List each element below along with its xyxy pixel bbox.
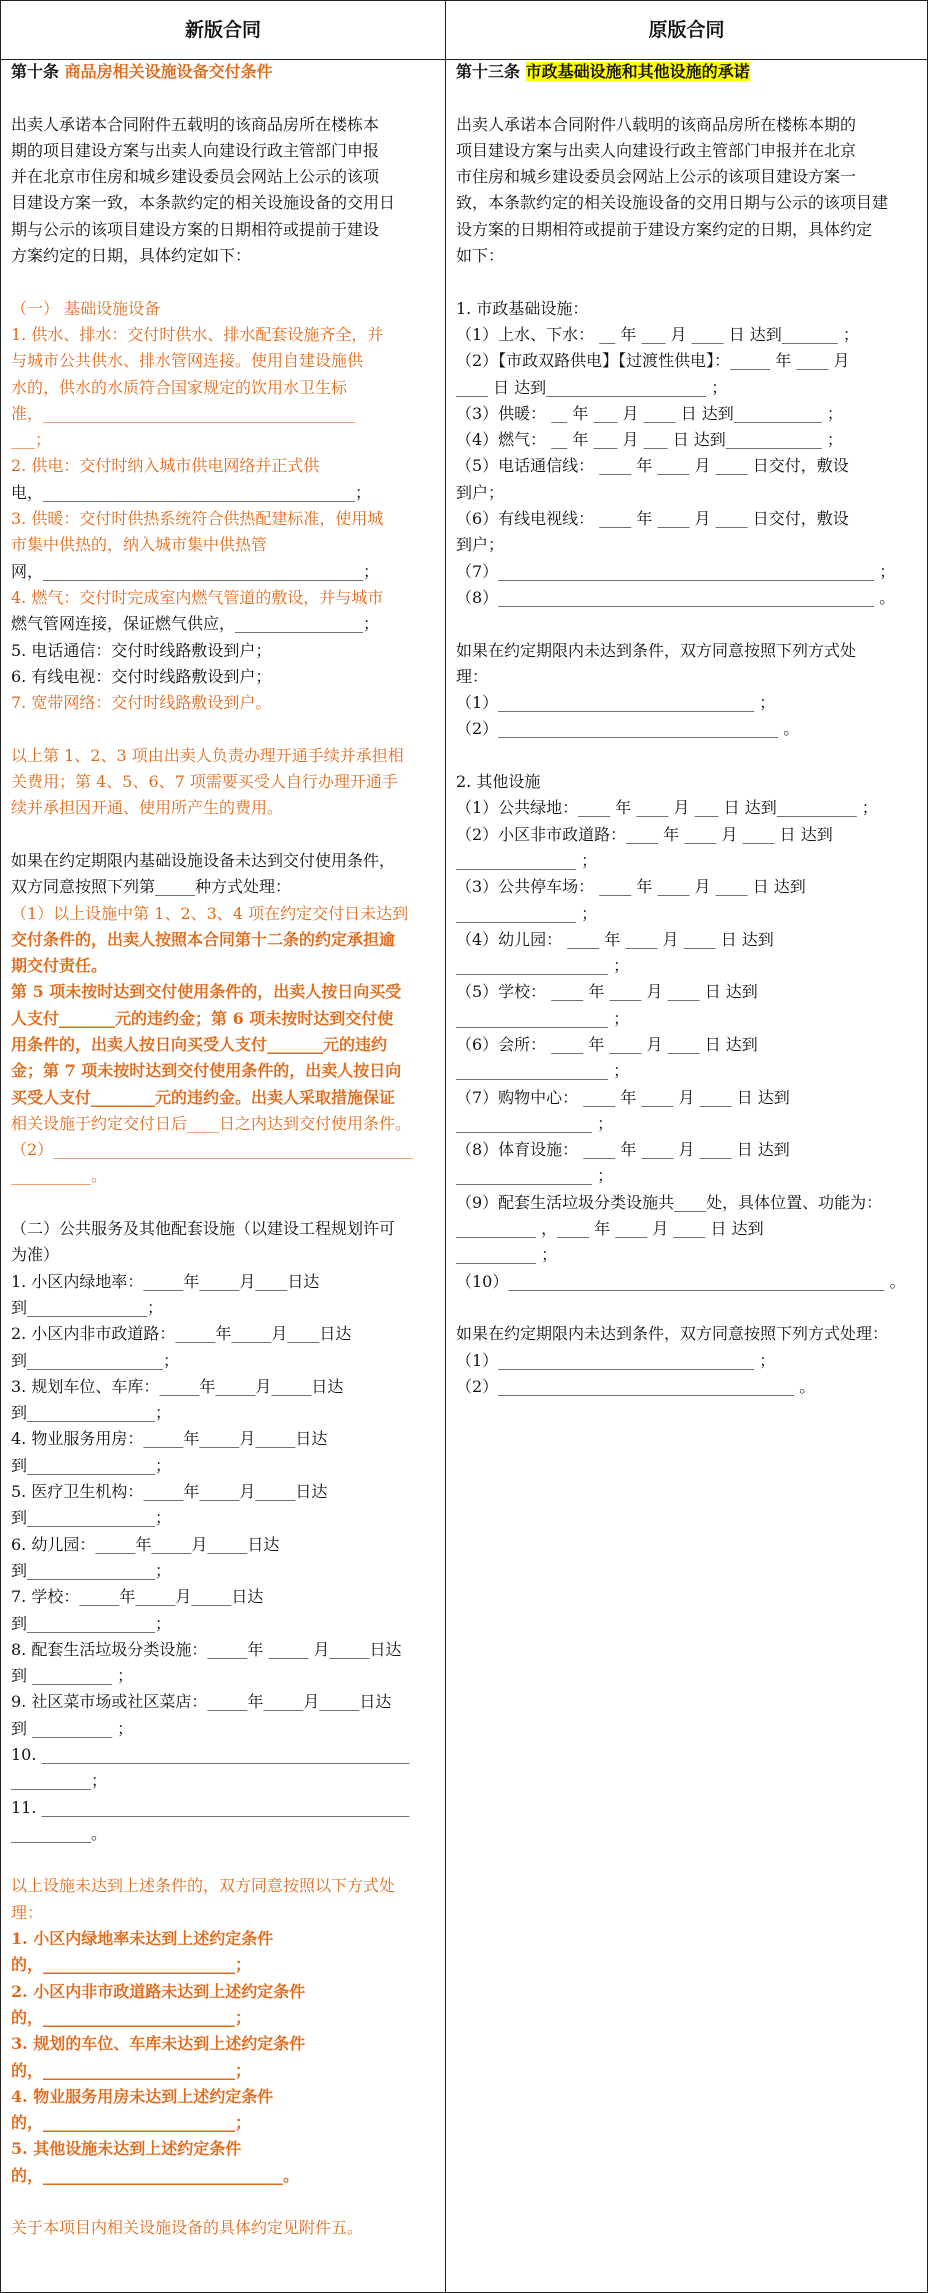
text-line [11, 375, 437, 401]
line-text: 燃气管网连接，保证燃气供应，________________； [11, 614, 380, 634]
text-line [456, 296, 918, 322]
text-line [456, 348, 918, 374]
line-text: 4. 物业服务用房未达到上述约定条件 [11, 2086, 274, 2106]
text-line [11, 1479, 437, 1505]
line-text: 到________________； [11, 1560, 172, 1580]
line-text: （1）上水、下水： __ 年 ___ 月 ____ 日 达到_______ ； [456, 324, 859, 344]
original-contract-column [456, 59, 918, 1400]
header-new-contract: 新版合同 [184, 19, 261, 41]
line-text: 如下： [456, 246, 505, 266]
line-text: 3. 规划的车位、车库未达到上述约定条件 [11, 2034, 306, 2054]
header-original-contract: 原版合同 [648, 19, 725, 41]
text-line [11, 1952, 437, 1978]
line-text: 10. ______________________________________________ [11, 1745, 410, 1764]
line-text: 2. 小区内非市政道路：_____年_____月____日达 [11, 1324, 352, 1344]
text-line [456, 243, 918, 269]
line-text: 出卖人承诺本合同附件八载明的该商品房所在楼栋本期的 [456, 114, 857, 134]
text-line [11, 1584, 437, 1610]
line-text: 方案约定的日期，具体约定如下： [11, 246, 252, 266]
text-line [11, 243, 437, 269]
line-text: 交付条件的，出卖人按照本合同第十二条的约定承担逾 [11, 929, 396, 949]
text-line [456, 874, 918, 900]
text-line [456, 848, 918, 874]
text-line [11, 112, 437, 138]
line-text: __________。 [11, 1823, 108, 1843]
line-text: 3. 供暖：交付时供热系统符合供热配建标准，使用城 [11, 509, 384, 529]
line-text: （3）供暖： __ 年 ___ 月 ____ 日 达到___________ ； [456, 403, 843, 423]
line-text: 网，________________________________________； [11, 561, 380, 581]
line-text: 6. 有线电视：交付时线路敷设到户； [11, 666, 272, 686]
text-line [11, 1795, 437, 1821]
text-line [11, 2084, 437, 2110]
text-line [11, 638, 437, 664]
text-line [11, 1768, 437, 1794]
line-text: 7. 学校：_____年_____月_____日达 [11, 1587, 264, 1607]
new-contract-column [11, 59, 437, 2242]
line-text: 期的项目建设方案与出卖人向建设行政主管部门申报 [11, 140, 380, 160]
text-line [11, 164, 437, 190]
line-text: （6）会所： ____ 年 ____ 月 ____ 日 达到 [456, 1034, 758, 1054]
line-text: 如果在约定期限内未达到条件，双方同意按照下列方式处 [456, 640, 857, 660]
text-line [11, 1453, 437, 1479]
line-text: 1. 小区内绿地率：_____年_____月____日达 [11, 1271, 320, 1291]
line-text: 设方案的日期相符或提前于建设方案约定的日期，具体约定 [456, 219, 873, 239]
text-line [11, 1321, 437, 1347]
text-line [456, 427, 918, 453]
text-line [11, 743, 437, 769]
line-text: 人支付_______元的违约金；第 6 项未按时达到交付使 [11, 1008, 394, 1028]
text-line [456, 927, 918, 953]
text-line [11, 1847, 437, 1873]
text-line [456, 1032, 918, 1058]
text-line [11, 138, 437, 164]
line-text: （8）_______________________________________________ 。 [456, 587, 896, 607]
text-line [456, 1242, 918, 1268]
text-line [11, 1979, 437, 2005]
line-text: （1）________________________________ ； [456, 1350, 776, 1370]
text-line [456, 743, 918, 769]
line-text: 电，_______________________________________； [11, 482, 372, 502]
line-text: 期与公示的该项目建设方案的日期相符或提前于建设 [11, 219, 380, 239]
text-line [456, 59, 918, 85]
line-text: （2）___________________________________ 。 [456, 719, 800, 739]
text-line [11, 322, 437, 348]
text-line [11, 664, 437, 690]
text-line [11, 1242, 437, 1268]
line-text: 9. 社区菜市场或社区菜店：_____年_____月_____日达 [11, 1692, 392, 1712]
line-text: 理： [11, 1902, 44, 1922]
text-line [11, 716, 437, 742]
line-text: （二）公共服务及其他配套设施（以建设工程规划许可 [11, 1219, 396, 1239]
text-line [11, 769, 437, 795]
line-text: 续并承担因开通、使用所产生的费用。 [11, 798, 284, 818]
text-line [456, 1058, 918, 1084]
line-text: 金；第 7 项未按时达到交付使用条件的，出卖人按日向 [11, 1061, 402, 1081]
text-line [456, 822, 918, 848]
line-text: ___________________ ； [456, 1061, 630, 1081]
line-text: （一） 基础设施设备 [11, 298, 161, 318]
text-line [11, 1926, 437, 1952]
text-line [456, 269, 918, 295]
line-text: 到 __________ ； [11, 1718, 134, 1738]
line-text: 项目建设方案与出卖人向建设行政主管部门申报并在北京 [456, 140, 857, 160]
text-line [11, 1085, 437, 1111]
text-line [456, 638, 918, 664]
text-line [456, 795, 918, 821]
text-line [456, 164, 918, 190]
section-title: 市政基础设施和其他设施的承诺 [525, 62, 750, 81]
line-text: 1. 供水、排水：交付时供水、排水配套设施齐全，并 [11, 324, 384, 344]
text-line [456, 453, 918, 479]
line-text: 2. 小区内非市政道路未达到上述约定条件 [11, 1981, 306, 2001]
line-text: （2）_____________________________________ 。 [456, 1376, 816, 1396]
line-text: 到户； [456, 535, 505, 555]
text-line [456, 1348, 918, 1374]
line-text: 以上第 1、2、3 项由出卖人负责办理开通手续并承担相 [11, 745, 404, 765]
line-text: _______________ ； [456, 850, 598, 870]
text-line [11, 901, 437, 927]
text-line [11, 1873, 437, 1899]
text-line [456, 559, 918, 585]
line-text: 1. 小区内绿地率未达到上述约定条件 [11, 1929, 274, 1949]
text-line [456, 1163, 918, 1189]
text-line [11, 269, 437, 295]
line-text: _________________ ； [456, 1113, 614, 1133]
table-header [1, 1, 927, 60]
text-line [456, 979, 918, 1005]
line-text: （4）幼儿园： ____ 年 ____ 月 ____ 日 达到 [456, 929, 774, 949]
text-line [11, 1216, 437, 1242]
line-text: （6）有线电视线： ____ 年 ____ 月 ____ 日交付，敷设 [456, 509, 849, 529]
text-line [456, 611, 918, 637]
line-text: （2）_____________________________________________ [11, 1140, 414, 1160]
text-line [11, 506, 437, 532]
line-text: 目建设方案一致，本条款约定的相关设施设备的交用日 [11, 193, 396, 213]
line-text: （2）【市政双路供电】【过渡性供电】：_____ 年 ____ 月 [456, 351, 850, 371]
text-line [11, 59, 437, 85]
text-line [456, 1085, 918, 1111]
line-text: 准，_______________________________________ [11, 403, 356, 423]
text-line [11, 427, 437, 453]
line-text: 5. 医疗卫生机构：_____年_____月_____日达 [11, 1482, 328, 1502]
text-line [11, 453, 437, 479]
text-line [456, 532, 918, 558]
line-text: 的，________________________； [11, 2060, 252, 2080]
text-line [11, 953, 437, 979]
line-text: 的，________________________； [11, 2113, 252, 2133]
text-line [11, 532, 437, 558]
line-text: 2. 供电：交付时纳入城市供电网络并正式供 [11, 456, 320, 476]
text-line [11, 1190, 437, 1216]
line-text: （5）电话通信线： ____ 年 ____ 月 ____ 日交付，敷设 [456, 456, 849, 476]
line-text: 买受人支付________元的违约金。出卖人采取措施保证 [11, 1087, 396, 1107]
text-line [456, 769, 918, 795]
text-line [456, 112, 918, 138]
text-line [11, 1663, 437, 1689]
text-line [11, 2110, 437, 2136]
text-line [456, 1006, 918, 1032]
text-line [11, 1558, 437, 1584]
line-text: 双方同意按照下列第_____种方式处理： [11, 877, 292, 897]
text-line [456, 401, 918, 427]
line-text: 6. 幼儿园：_____年_____月_____日达 [11, 1534, 280, 1554]
line-text: （9）配套生活垃圾分类设施共____处，具体位置、功能为： [456, 1192, 883, 1212]
text-line [11, 1374, 437, 1400]
text-line [11, 1163, 437, 1189]
line-text: 11. ______________________________________________ [11, 1797, 410, 1817]
line-text: 到________________； [11, 1613, 172, 1633]
line-text: （10）_______________________________________________ 。 [456, 1271, 906, 1291]
line-text: （8）体育设施： ____ 年 ____ 月 ____ 日 达到 [456, 1140, 790, 1160]
text-line [456, 690, 918, 716]
line-text: 到________________； [11, 1455, 172, 1475]
text-line [11, 1532, 437, 1558]
text-line [456, 953, 918, 979]
text-line [456, 1111, 918, 1137]
line-text: （4）燃气： __ 年 ___ 月 ___ 日 达到____________ ； [456, 430, 843, 450]
text-line [456, 506, 918, 532]
text-line [456, 1216, 918, 1242]
text-line [11, 979, 437, 1005]
text-line [456, 664, 918, 690]
line-text: 5. 其他设施未达到上述约定条件 [11, 2139, 242, 2159]
line-text: 关费用；第 4、5、6、7 项需要买受人自行办理开通手 [11, 772, 398, 792]
text-line [456, 1374, 918, 1400]
text-line [11, 85, 437, 111]
text-line [11, 1900, 437, 1926]
text-line [11, 1348, 437, 1374]
text-line [11, 1006, 437, 1032]
line-text: 到户； [456, 482, 505, 502]
line-text: 第十三条 [456, 62, 526, 81]
text-line [11, 1269, 437, 1295]
text-line [11, 2136, 437, 2162]
line-text: __________ ，____ 年 ____ 月 ____ 日 达到 [456, 1219, 764, 1239]
line-text: ___________________ ； [456, 956, 630, 976]
line-text: 的，______________________________。 [11, 2165, 300, 2185]
line-text: ___________________ ； [456, 1008, 630, 1028]
text-line [456, 322, 918, 348]
line-text: 到________________； [11, 1508, 172, 1528]
line-text: ____ 日 达到____________________ ； [456, 377, 728, 397]
line-text: 水的，供水的水质符合国家规定的饮用水卫生标 [11, 377, 348, 397]
line-text: 3. 规划车位、车库：_____年_____月_____日达 [11, 1376, 344, 1396]
text-line [11, 874, 437, 900]
text-line [11, 1058, 437, 1084]
text-line [11, 2031, 437, 2057]
line-text: 以上设施未达到上述条件的，双方同意按照以下方式处 [11, 1876, 396, 1896]
line-text: 如果在约定期限内未达到条件，双方同意按照下列方式处理： [456, 1324, 889, 1344]
text-line [11, 2215, 437, 2241]
line-text: （1）以上设施中第 1、2、3、4 项在约定交付日未达到 [11, 903, 409, 923]
text-line [11, 1032, 437, 1058]
text-line [11, 348, 437, 374]
line-text: 到_________________； [11, 1350, 180, 1370]
line-text: （1）公共绿地：____ 年 ____ 月 ___ 日 达到__________ ； [456, 798, 878, 818]
line-text: _______________ ； [456, 903, 598, 923]
line-text: 1. 市政基础设施： [456, 298, 589, 318]
text-line [11, 1295, 437, 1321]
line-text: _________________ ； [456, 1166, 614, 1186]
text-line [456, 1137, 918, 1163]
line-text: 8. 配套生活垃圾分类设施：_____年 _____ 月_____日达 [11, 1639, 402, 1659]
line-text: ___； [11, 430, 52, 450]
text-line [11, 690, 437, 716]
line-text: __________。 [11, 1166, 108, 1186]
line-text: （7）购物中心： ____ 年 ____ 月 ____ 日 达到 [456, 1087, 790, 1107]
line-text: 关于本项目内相关设施设备的具体约定见附件五。 [11, 2218, 364, 2238]
line-text: 第十条 [11, 62, 65, 81]
text-line [11, 401, 437, 427]
line-text: 到_______________； [11, 1297, 164, 1317]
text-line [11, 296, 437, 322]
text-line [11, 2005, 437, 2031]
text-line [11, 190, 437, 216]
line-text: 的，________________________； [11, 2007, 252, 2027]
line-text: （1）________________________________ ； [456, 693, 776, 713]
line-text: 到 __________ ； [11, 1666, 134, 1686]
text-line [11, 1111, 437, 1137]
text-line [456, 138, 918, 164]
text-line [456, 1321, 918, 1347]
text-line [11, 927, 437, 953]
text-line [11, 2058, 437, 2084]
text-line [11, 848, 437, 874]
text-line [11, 1611, 437, 1637]
line-text: 期交付责任。 [11, 956, 108, 976]
line-text: 5. 电话通信：交付时线路敷设到户； [11, 640, 272, 660]
line-text: 致，本条款约定的相关设施设备的交用日期与公示的该项目建 [456, 193, 889, 213]
line-text: 市集中供热的，纳入城市集中供热管 [11, 535, 268, 555]
text-line [456, 217, 918, 243]
line-text: 的，________________________； [11, 1955, 252, 1975]
text-line [11, 1821, 437, 1847]
text-line [456, 901, 918, 927]
text-line [456, 190, 918, 216]
line-text: （2）小区非市政道路：____ 年 ____ 月 ____ 日 达到 [456, 824, 833, 844]
line-text: 市住房和城乡建设委员会网站上公示的该项目建设方案一 [456, 167, 857, 187]
text-line [11, 611, 437, 637]
text-line [456, 1190, 918, 1216]
text-line [11, 1716, 437, 1742]
line-text: 4. 燃气：交付时完成室内燃气管道的敷设，并与城市 [11, 587, 384, 607]
text-line [11, 585, 437, 611]
text-line [11, 795, 437, 821]
line-text: 为准） [11, 1245, 60, 1265]
column-divider [445, 1, 446, 2292]
line-text: 并在北京市住房和城乡建设委员会网站上公示的该项 [11, 167, 380, 187]
line-text: 如果在约定期限内基础设施设备未达到交付使用条件， [11, 850, 396, 870]
text-line [11, 217, 437, 243]
text-line [11, 1689, 437, 1715]
text-line [456, 480, 918, 506]
text-line [11, 1137, 437, 1163]
text-line [11, 822, 437, 848]
line-text: 2. 其他设施 [456, 772, 541, 792]
text-line [456, 1295, 918, 1321]
text-line [11, 2163, 437, 2189]
line-text: 4. 物业服务用房：_____年_____月_____日达 [11, 1429, 328, 1449]
line-text: 相关设施于约定交付日后____日之内达到交付使用条件。 [11, 1113, 412, 1133]
line-text: 第 5 项未按时达到交付使用条件的，出卖人按日向买受 [11, 982, 402, 1002]
text-line [11, 1742, 437, 1768]
text-line [11, 1637, 437, 1663]
line-text: 到________________； [11, 1403, 172, 1423]
text-line [11, 559, 437, 585]
line-text: （5）学校： ____ 年 ____ 月 ____ 日 达到 [456, 982, 758, 1002]
text-line [456, 585, 918, 611]
line-text: 与城市公共供水、排水管网连接。使用自建设施供 [11, 351, 364, 371]
text-line [456, 716, 918, 742]
line-text: 出卖人承诺本合同附件五载明的该商品房所在楼栋本 [11, 114, 380, 134]
text-line [456, 1269, 918, 1295]
line-text: __________； [11, 1771, 108, 1791]
line-text: __________ ； [456, 1245, 558, 1265]
line-text: （7）_______________________________________________ ； [456, 561, 896, 581]
line-text: 用条件的，出卖人按日向买受人支付_______元的违约 [11, 1034, 388, 1054]
text-line [11, 1400, 437, 1426]
text-line [11, 2189, 437, 2215]
line-text: 理： [456, 666, 489, 686]
text-line [456, 375, 918, 401]
text-line [11, 1505, 437, 1531]
line-text: （3）公共停车场： ____ 年 ____ 月 ____ 日 达到 [456, 877, 806, 897]
text-line [11, 480, 437, 506]
line-text: 7. 宽带网络：交付时线路敷设到户。 [11, 693, 272, 713]
section-title: 商品房相关设施设备交付条件 [64, 62, 273, 81]
text-line [456, 85, 918, 111]
text-line [11, 1426, 437, 1452]
